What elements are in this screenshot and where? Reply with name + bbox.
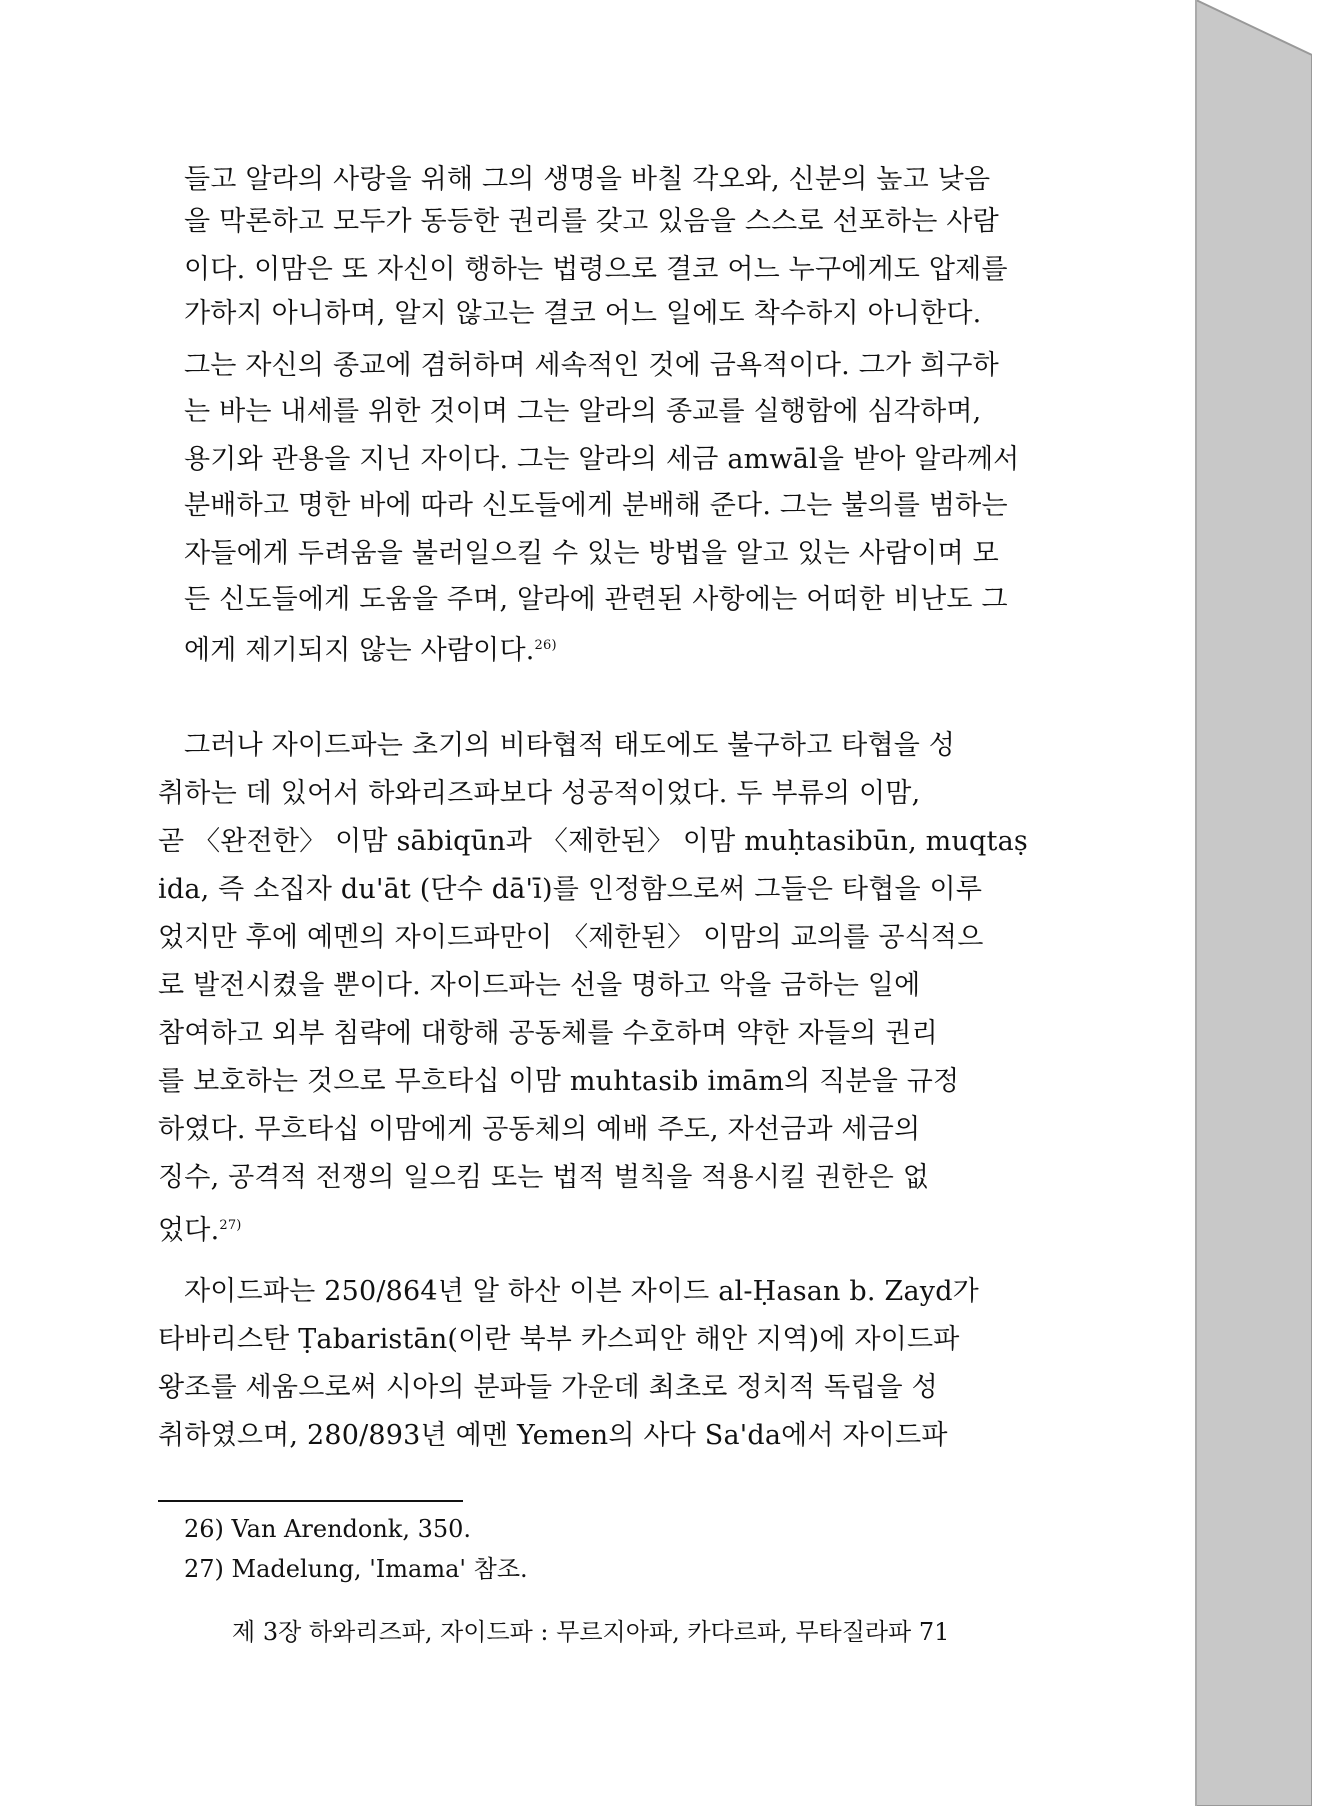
body-line: 하였다. 무흐타십 이맘에게 공동체의 예배 주도, 자선금과 세금의: [158, 1114, 921, 1145]
body-line: 자이드파는 250/864년 알 하산 이븐 자이드 al-Ḥasan b. Zayd가: [184, 1276, 979, 1307]
footnote-ref: 27): [219, 1218, 242, 1233]
body-line-text: 었다.: [158, 1215, 220, 1246]
quote-line: 들고 알라의 사랑을 위해 그의 생명을 바칠 각오와, 신분의 높고 낮음: [184, 164, 991, 195]
footnote-ref: 26): [534, 638, 557, 653]
body-line: 타바리스탄 Ṭabaristān(이란 북부 카스피안 해안 지역)에 자이드파: [158, 1324, 960, 1355]
body-line: 왕조를 세움으로써 시아의 분파들 가운데 최초로 정치적 독립을 성: [158, 1372, 938, 1403]
body-line: 참여하고 외부 침략에 대항해 공동체를 수호하며 약한 자들의 권리: [158, 1018, 938, 1049]
quote-line: 이다. 이맘은 또 자신이 행하는 법령으로 결코 어느 누구에게도 압제를: [184, 254, 1008, 285]
quote-line: 용기와 관용을 지닌 자이다. 그는 알라의 세금 amwāl을 받아 알라께서: [184, 444, 1020, 475]
quote-line: 자들에게 두려움을 불러일으킬 수 있는 방법을 알고 있는 사람이며 모: [184, 538, 999, 569]
body-line: [158, 1206, 1030, 1251]
footnote-rule: [158, 1500, 463, 1502]
body-line: 징수, 공격적 전쟁의 일으킴 또는 법적 벌칙을 적용시킬 권한은 없: [158, 1162, 930, 1193]
body-line: ida, 즉 소집자 du'āt (단수 dā'ī)를 인정함으로써 그들은 타협을 이루: [158, 874, 983, 905]
body-line: 취하는 데 있어서 하와리즈파보다 성공적이었다. 두 부류의 이맘,: [158, 778, 921, 809]
body-line: 를 보호하는 것으로 무흐타십 이맘 muhtasib imām의 직분을 규정: [158, 1066, 960, 1097]
body-line: 곧 〈완전한〉 이맘 sābiqūn과 〈제한된〉 이맘 muḥtasibūn, muqtaṣ: [158, 826, 1028, 857]
quote-line: 을 막론하고 모두가 동등한 권리를 갖고 있음을 스스로 선포하는 사람: [184, 206, 999, 237]
footnote: 26) Van Arendonk, 350.: [184, 1515, 472, 1543]
quote-line-text: 에게 제기되지 않는 사람이다.: [184, 635, 535, 666]
body-line: 로 발전시켰을 뿐이다. 자이드파는 선을 명하고 악을 금하는 일에: [158, 970, 921, 1001]
quote-line: 분배하고 명한 바에 따라 신도들에게 분배해 준다. 그는 불의를 범하는: [184, 490, 1008, 521]
quote-line: 가하지 아니하며, 알지 않고는 결코 어느 일에도 착수하지 아니한다.: [184, 298, 982, 329]
body-line: 었지만 후에 예멘의 자이드파만이 〈제한된〉 이맘의 교의를 공식적으: [158, 922, 984, 953]
quote-line: [184, 626, 1030, 671]
quote-line: 그는 자신의 종교에 겸허하며 세속적인 것에 금욕적이다. 그가 희구하: [184, 350, 999, 381]
body-line: 그러나 자이드파는 초기의 비타협적 태도에도 불구하고 타협을 성: [184, 730, 956, 761]
running-footer: 제 3장 하와리즈파, 자이드파 : 무르지아파, 카다르파, 무타질라파 71: [232, 1618, 950, 1646]
quote-line: 든 신도들에게 도움을 주며, 알라에 관련된 사항에는 어떠한 비난도 그: [184, 584, 1008, 615]
quote-line: 는 바는 내세를 위한 것이며 그는 알라의 종교를 실행함에 심각하며,: [184, 396, 982, 427]
body-line: 취하였으며, 280/893년 예멘 Yemen의 사다 Sa'da에서 자이드파: [158, 1420, 948, 1451]
footnote: 27) Madelung, 'Imama' 참조.: [184, 1555, 528, 1583]
